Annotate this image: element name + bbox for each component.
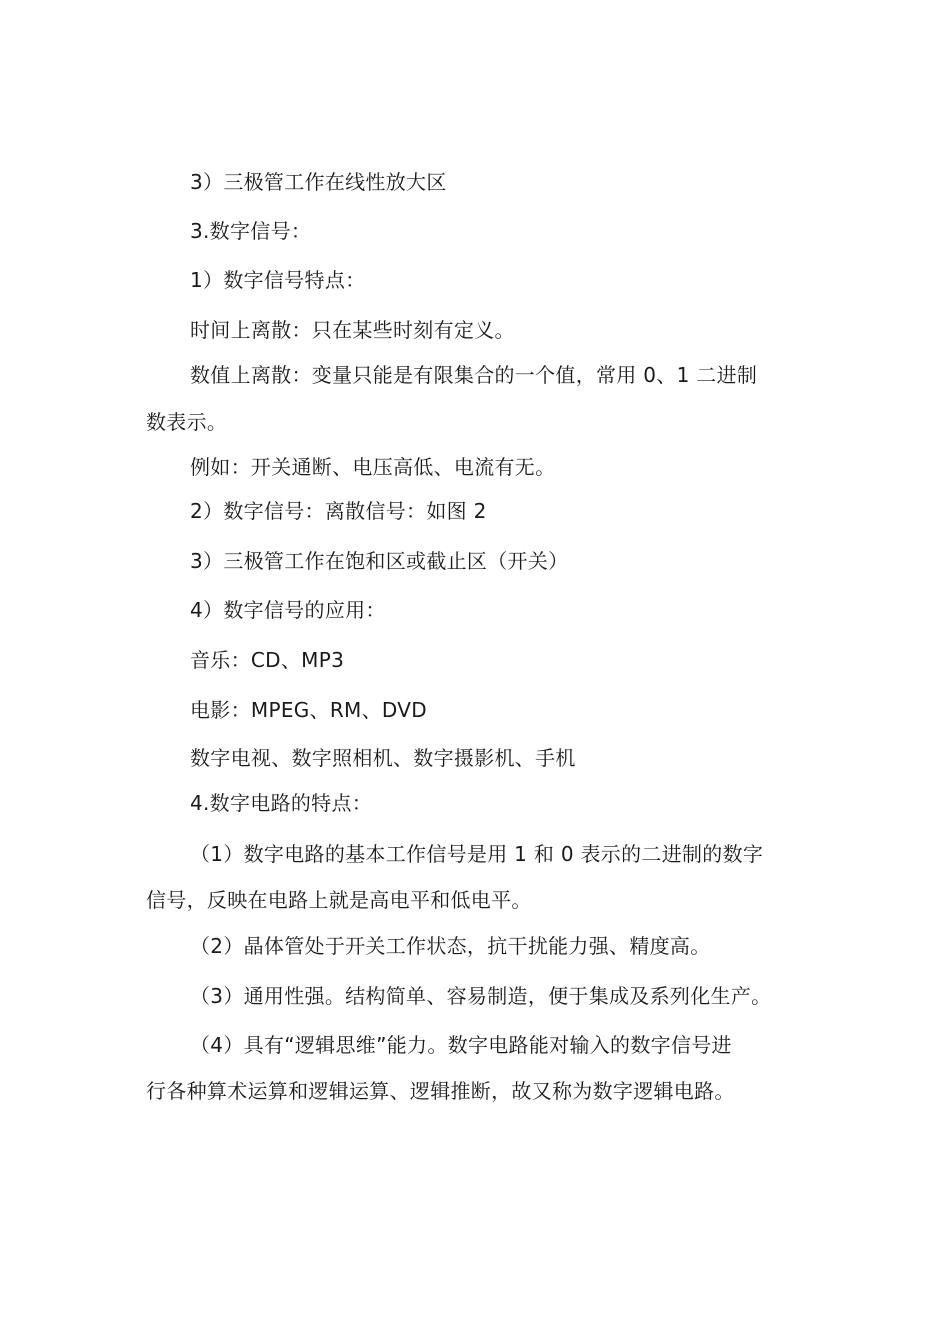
text-line: 例如：开关通断、电压高低、电流有无。 bbox=[190, 455, 556, 479]
list-item: （3）通用性强。结构简单、容易制造，便于集成及系列化生产。 bbox=[190, 984, 772, 1008]
text-line: 3）三极管工作在饱和区或截止区（开关） bbox=[190, 549, 569, 573]
list-item: （4）具有“逻辑思维”能力。数字电路能对输入的数字信号进 bbox=[190, 1033, 732, 1057]
text-line: 3）三极管工作在线性放大区 bbox=[190, 170, 447, 194]
text-line: 音乐：CD、MP3 bbox=[190, 648, 345, 672]
text-line-continuation: 行各种算术运算和逻辑运算、逻辑推断，故又称为数字逻辑电路。 bbox=[146, 1079, 735, 1103]
text-line: 数值上离散：变量只能是有限集合的一个值，常用 0、1 二进制 bbox=[190, 363, 758, 387]
subheading: 2）数字信号：离散信号：如图 2 bbox=[190, 499, 487, 523]
list-item: （1）数字电路的基本工作信号是用 1 和 0 表示的二进制的数字 bbox=[190, 842, 764, 866]
section-heading: 3.数字信号： bbox=[190, 219, 312, 243]
text-line-continuation: 数表示。 bbox=[146, 410, 228, 434]
subheading: 1）数字信号特点： bbox=[190, 268, 366, 292]
section-heading: 4.数字电路的特点： bbox=[190, 791, 373, 815]
text-line-continuation: 信号，反映在电路上就是高电平和低电平。 bbox=[146, 888, 532, 912]
text-line: 电影：MPEG、RM、DVD bbox=[190, 698, 427, 722]
list-item: （2）晶体管处于开关工作状态，抗干扰能力强、精度高。 bbox=[190, 934, 711, 958]
text-line: 时间上离散：只在某些时刻有定义。 bbox=[190, 318, 515, 342]
subheading: 4）数字信号的应用： bbox=[190, 598, 386, 622]
text-line: 数字电视、数字照相机、数字摄影机、手机 bbox=[190, 746, 576, 770]
